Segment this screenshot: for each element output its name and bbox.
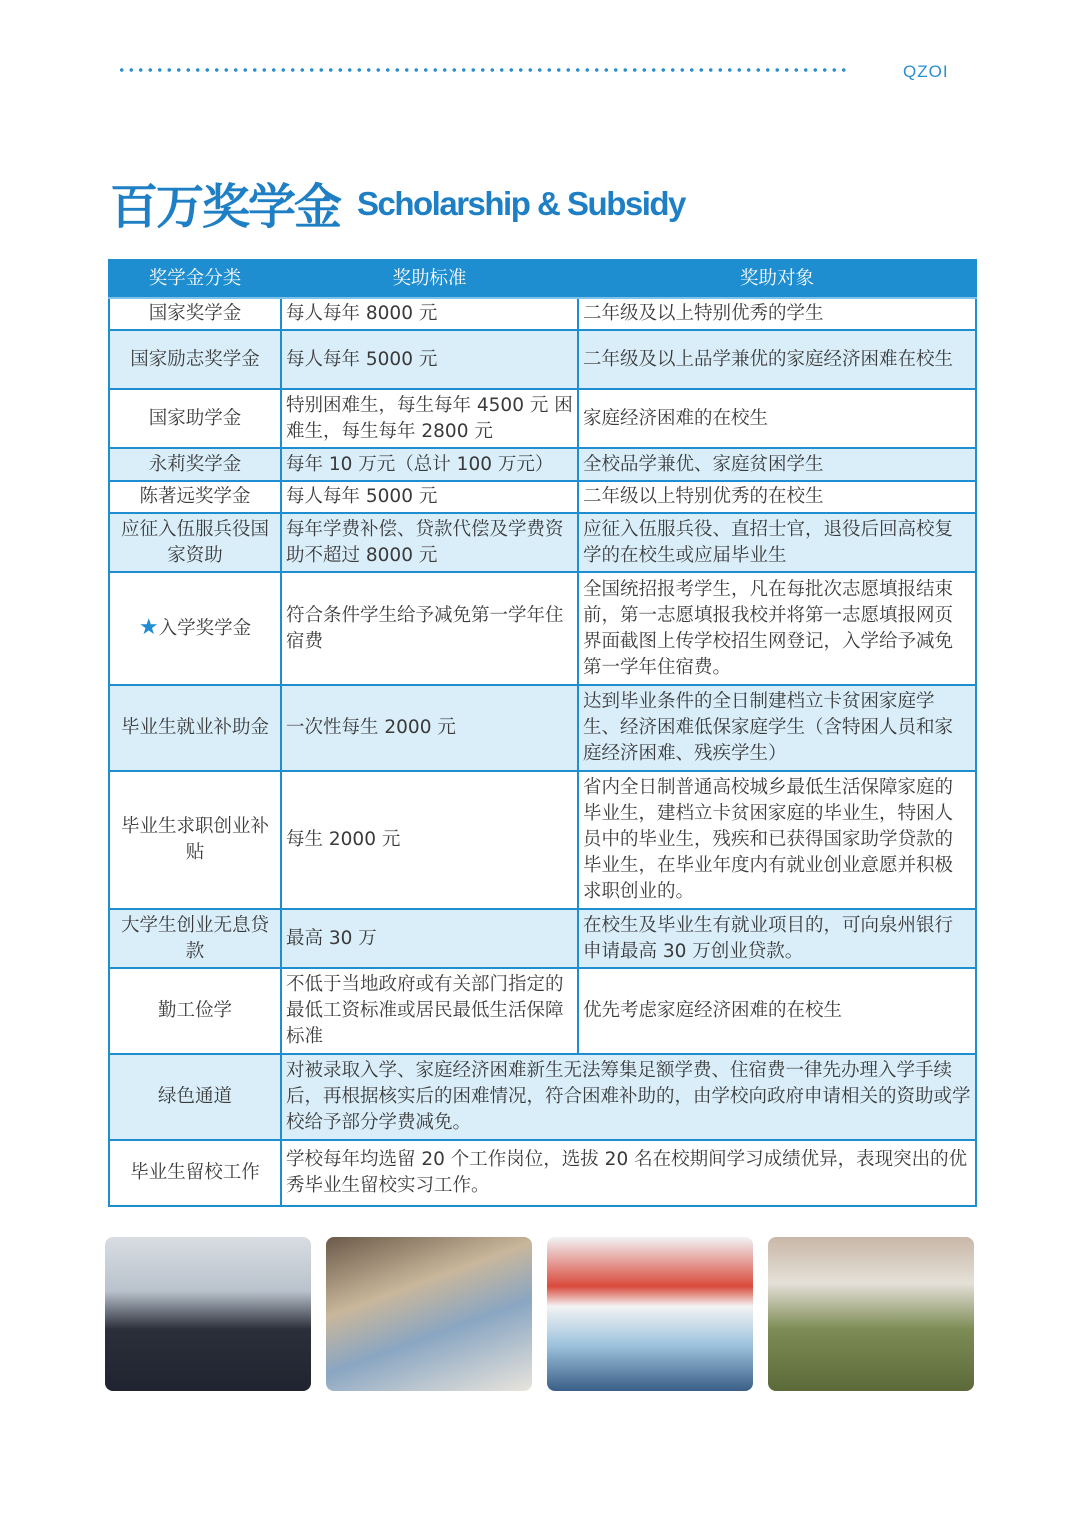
scholarship-table	[108, 259, 977, 1207]
target-cell: 全校品学兼优、家庭贫困学生	[578, 448, 976, 481]
table-row	[109, 1054, 976, 1140]
page-title: 百万奖学金	[110, 179, 341, 235]
column-header: 奖学金分类	[109, 260, 281, 298]
table-row	[109, 1140, 976, 1206]
category-label: 入学奖学金	[158, 618, 252, 639]
target-cell: 优先考虑家庭经济困难的在校生	[578, 968, 976, 1054]
target-cell: 应征入伍服兵役、直招士官，退役后回高校复学的在校生或应届毕业生	[578, 513, 976, 572]
table-row	[109, 513, 976, 572]
category-cell: 国家助学金	[109, 389, 281, 448]
standard-cell: 每人每年 5000 元	[281, 330, 578, 389]
column-header: 奖助标准	[281, 260, 578, 298]
page-subtitle: Scholarship & Subsidy	[357, 185, 685, 222]
star-icon: ★	[138, 615, 159, 640]
standard-cell: 最高 30 万	[281, 909, 578, 968]
table-row	[109, 298, 976, 330]
photo-strip	[105, 1237, 975, 1391]
target-cell: 在校生及毕业生有就业项目的，可向泉州银行申请最高 30 万创业贷款。	[578, 909, 976, 968]
standard-cell: 每人每年 8000 元	[281, 298, 578, 330]
brand-label: QZOI	[903, 62, 949, 81]
target-cell: 省内全日制普通高校城乡最低生活保障家庭的毕业生，建档立卡贫困家庭的毕业生，特困人员中的毕业生，残疾和已获得国家助学贷款的毕业生，在毕业年度内有就业创业意愿并积极求职创业的。	[578, 771, 976, 909]
target-cell: 家庭经济困难的在校生	[578, 389, 976, 448]
target-cell: 二年级及以上特别优秀的学生	[578, 298, 976, 330]
category-cell: 毕业生求职创业补贴	[109, 771, 281, 909]
category-cell: 应征入伍服兵役国家资助	[109, 513, 281, 572]
category-cell: 永莉奖学金	[109, 448, 281, 481]
target-cell: 达到毕业条件的全日制建档立卡贫困家庭学生、经济困难低保家庭学生（含特困人员和家庭经济困难、残疾学生）	[578, 685, 976, 771]
category-cell: 陈著远奖学金	[109, 481, 281, 513]
standard-cell: 每年学费补偿、贷款代偿及学费资助不超过 8000 元	[281, 513, 578, 572]
table-row	[109, 481, 976, 513]
target-cell: 二年级以上特别优秀的在校生	[578, 481, 976, 513]
table-row	[109, 771, 976, 909]
category-cell: 大学生创业无息贷款	[109, 909, 281, 968]
category-cell: 国家励志奖学金	[109, 330, 281, 389]
table-row	[109, 330, 976, 389]
category-cell: 勤工俭学	[109, 968, 281, 1054]
table-row	[109, 448, 976, 481]
description-cell: 学校每年均选留 20 个工作岗位，选拔 20 名在校期间学习成绩优异，表现突出的优秀毕业生留校实习工作。	[281, 1140, 976, 1206]
table-row	[109, 968, 976, 1054]
table-header-row	[109, 260, 976, 298]
table-row	[109, 572, 976, 685]
table-row	[109, 685, 976, 771]
standard-cell: 不低于当地政府或有关部门指定的最低工资标准或居民最低生活保障标准	[281, 968, 578, 1054]
standard-cell: 每年 10 万元（总计 100 万元）	[281, 448, 578, 481]
standard-cell: 符合条件学生给予减免第一学年住宿费	[281, 572, 578, 685]
category-cell	[109, 572, 281, 685]
target-cell: 二年级及以上品学兼优的家庭经济困难在校生	[578, 330, 976, 389]
category-cell: 国家奖学金	[109, 298, 281, 330]
table-row	[109, 389, 976, 448]
table-row	[109, 909, 976, 968]
standard-cell: 特别困难生，每生每年 4500 元 困难生，每生每年 2800 元	[281, 389, 578, 448]
category-cell: 毕业生就业补助金	[109, 685, 281, 771]
workshop-photo	[326, 1237, 532, 1391]
students-in-library-photo	[105, 1237, 311, 1391]
category-cell: 毕业生留校工作	[109, 1140, 281, 1206]
category-cell: 绿色通道	[109, 1054, 281, 1140]
standard-cell: 每人每年 5000 元	[281, 481, 578, 513]
standard-cell: 一次性每生 2000 元	[281, 685, 578, 771]
target-cell: 全国统招报考学生，凡在每批次志愿填报结束前，第一志愿填报我校并将第一志愿填报网页界面截图上传学校招生网登记，入学给予减免第一学年住宿费。	[578, 572, 976, 685]
description-cell: 对被录取入学、家庭经济困难新生无法筹集足额学费、住宿费一律先办理入学手续后，再根据核实后的困难情况，符合困难补助的，由学校向政府申请相关的资助或学校给予部分学费减免。	[281, 1054, 976, 1140]
dotted-divider	[117, 66, 849, 74]
standard-cell: 每生 2000 元	[281, 771, 578, 909]
column-header: 奖助对象	[578, 260, 976, 298]
dance-performance-photo	[547, 1237, 753, 1391]
volunteer-cleanup-photo	[768, 1237, 974, 1391]
